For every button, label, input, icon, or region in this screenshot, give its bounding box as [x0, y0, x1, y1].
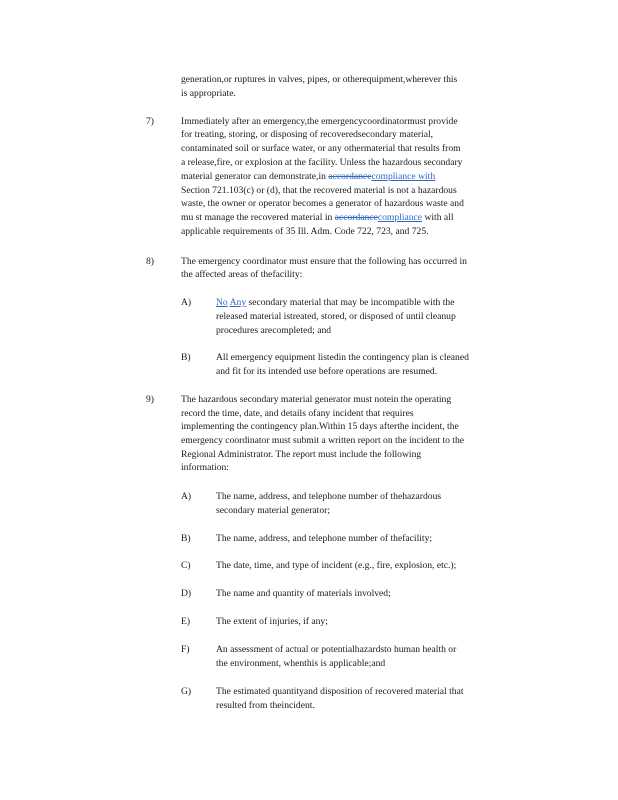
- item-9a-line-2: secondary material generator;: [216, 505, 331, 516]
- inserted-text-any: Any: [229, 297, 247, 308]
- deleted-text-accordance-2: accordance: [334, 212, 378, 223]
- item-9-line-2: record the time, date, and details ofany incident that requires: [181, 408, 414, 419]
- item-9g-line-1: The estimated quantityand disposition of recovered material that: [216, 686, 464, 697]
- item-7-line-2: for treating, storing, or disposing of recoveredsecondary material,: [181, 129, 434, 140]
- item-9g-letter: G): [181, 686, 192, 697]
- item-9-number: 9): [146, 394, 154, 405]
- item-7-line-7: waste, the owner or operator becomes a generator of hazardous waste and: [181, 198, 464, 209]
- item-8b-letter: B): [181, 352, 191, 363]
- item-7-line-5: [181, 171, 435, 183]
- item-7-line-8: [181, 212, 454, 224]
- item-9f-line-2: the environment, whenthis is applicable;and: [216, 658, 386, 669]
- item-8a-line-3: procedures arecompleted; and: [216, 325, 332, 336]
- item-9-line-3: implementing the contingency plan.Within 15 days afterthe incident, the: [181, 421, 459, 432]
- item-8a-line-1-rest: secondary material that may be incompatible with the: [246, 297, 455, 308]
- item-8-line-1: The emergency coordinator must ensure that the following has occurred in: [181, 256, 467, 267]
- item-9d-line-1: The name and quantity of materials involved;: [216, 588, 391, 599]
- item-8-number: 8): [146, 256, 154, 267]
- intro-line-1: generation,or ruptures in valves, pipes, or otherequipment,wherever this: [181, 74, 458, 85]
- item-7-line-8-end: with all: [422, 212, 454, 223]
- item-7-number: 7): [146, 116, 154, 127]
- item-7-line-9: applicable requirements of 35 Ill. Adm. Code 722, 723, and 725.: [181, 226, 429, 237]
- deleted-text-accordance: accordance: [328, 171, 372, 182]
- intro-line-2: is appropriate.: [181, 88, 236, 99]
- item-9g-line-2: resulted from theincident.: [216, 700, 315, 711]
- item-8-line-2: the affected areas of thefacility:: [181, 269, 303, 280]
- item-9c-line-1: The date, time, and type of incident (e.g., fire, explosion, etc.);: [216, 560, 457, 571]
- item-8a-letter: A): [181, 297, 192, 308]
- item-9e-letter: E): [181, 616, 191, 627]
- item-8b-line-2: and fit for its intended use before operations are resumed.: [216, 366, 438, 377]
- item-9b-letter: B): [181, 533, 191, 544]
- item-9-line-1: The hazardous secondary material generator must notein the operating: [181, 394, 452, 405]
- inserted-text-compliance: compliance: [371, 171, 416, 182]
- item-8a-line-2: released material istreated, stored, or disposed of until cleanup: [216, 311, 456, 322]
- item-9f-line-1: An assessment of actual or potentialhazardsto human health or: [216, 644, 457, 655]
- item-7-line-1: Immediately after an emergency,the emergencycoordinatormust provide: [181, 116, 458, 127]
- inserted-text-no: No: [216, 297, 228, 308]
- item-9-line-6: information:: [181, 462, 229, 473]
- item-9a-letter: A): [181, 491, 192, 502]
- item-8a-line-1: [216, 297, 454, 309]
- item-7-line-5-end: with: [415, 171, 436, 182]
- item-9b-line-1: The name, address, and telephone number of thefacility;: [216, 533, 433, 544]
- item-9-line-5: Regional Administrator. The report must include the following: [181, 449, 422, 460]
- inserted-text-compliance-2: compliance: [377, 212, 423, 223]
- item-7-line-8-text: mu st manage the recovered material in: [181, 212, 335, 223]
- item-9-line-4: emergency coordinator must submit a written report on the incident to the: [181, 435, 465, 446]
- item-9e-line-1: The extent of injuries, if any;: [216, 616, 328, 627]
- item-9d-letter: D): [181, 588, 192, 599]
- item-8b-line-1: All emergency equipment listedin the contingency plan is cleaned: [216, 352, 469, 363]
- item-9c-letter: C): [181, 560, 191, 571]
- item-7-line-4: a release,fire, or explosion at the facility. Unless the hazardous secondary: [181, 157, 463, 168]
- item-7-line-3: contaminated soil or surface water, or any othermaterial that results from: [181, 143, 461, 154]
- item-9a-line-1: The name, address, and telephone number of thehazardous: [216, 491, 442, 502]
- item-7-line-5-text: material generator can demonstrate,in: [181, 171, 329, 182]
- item-7-line-6: Section 721.103(c) or (d), that the recovered material is not a hazardous: [181, 185, 457, 196]
- item-9f-letter: F): [181, 644, 190, 655]
